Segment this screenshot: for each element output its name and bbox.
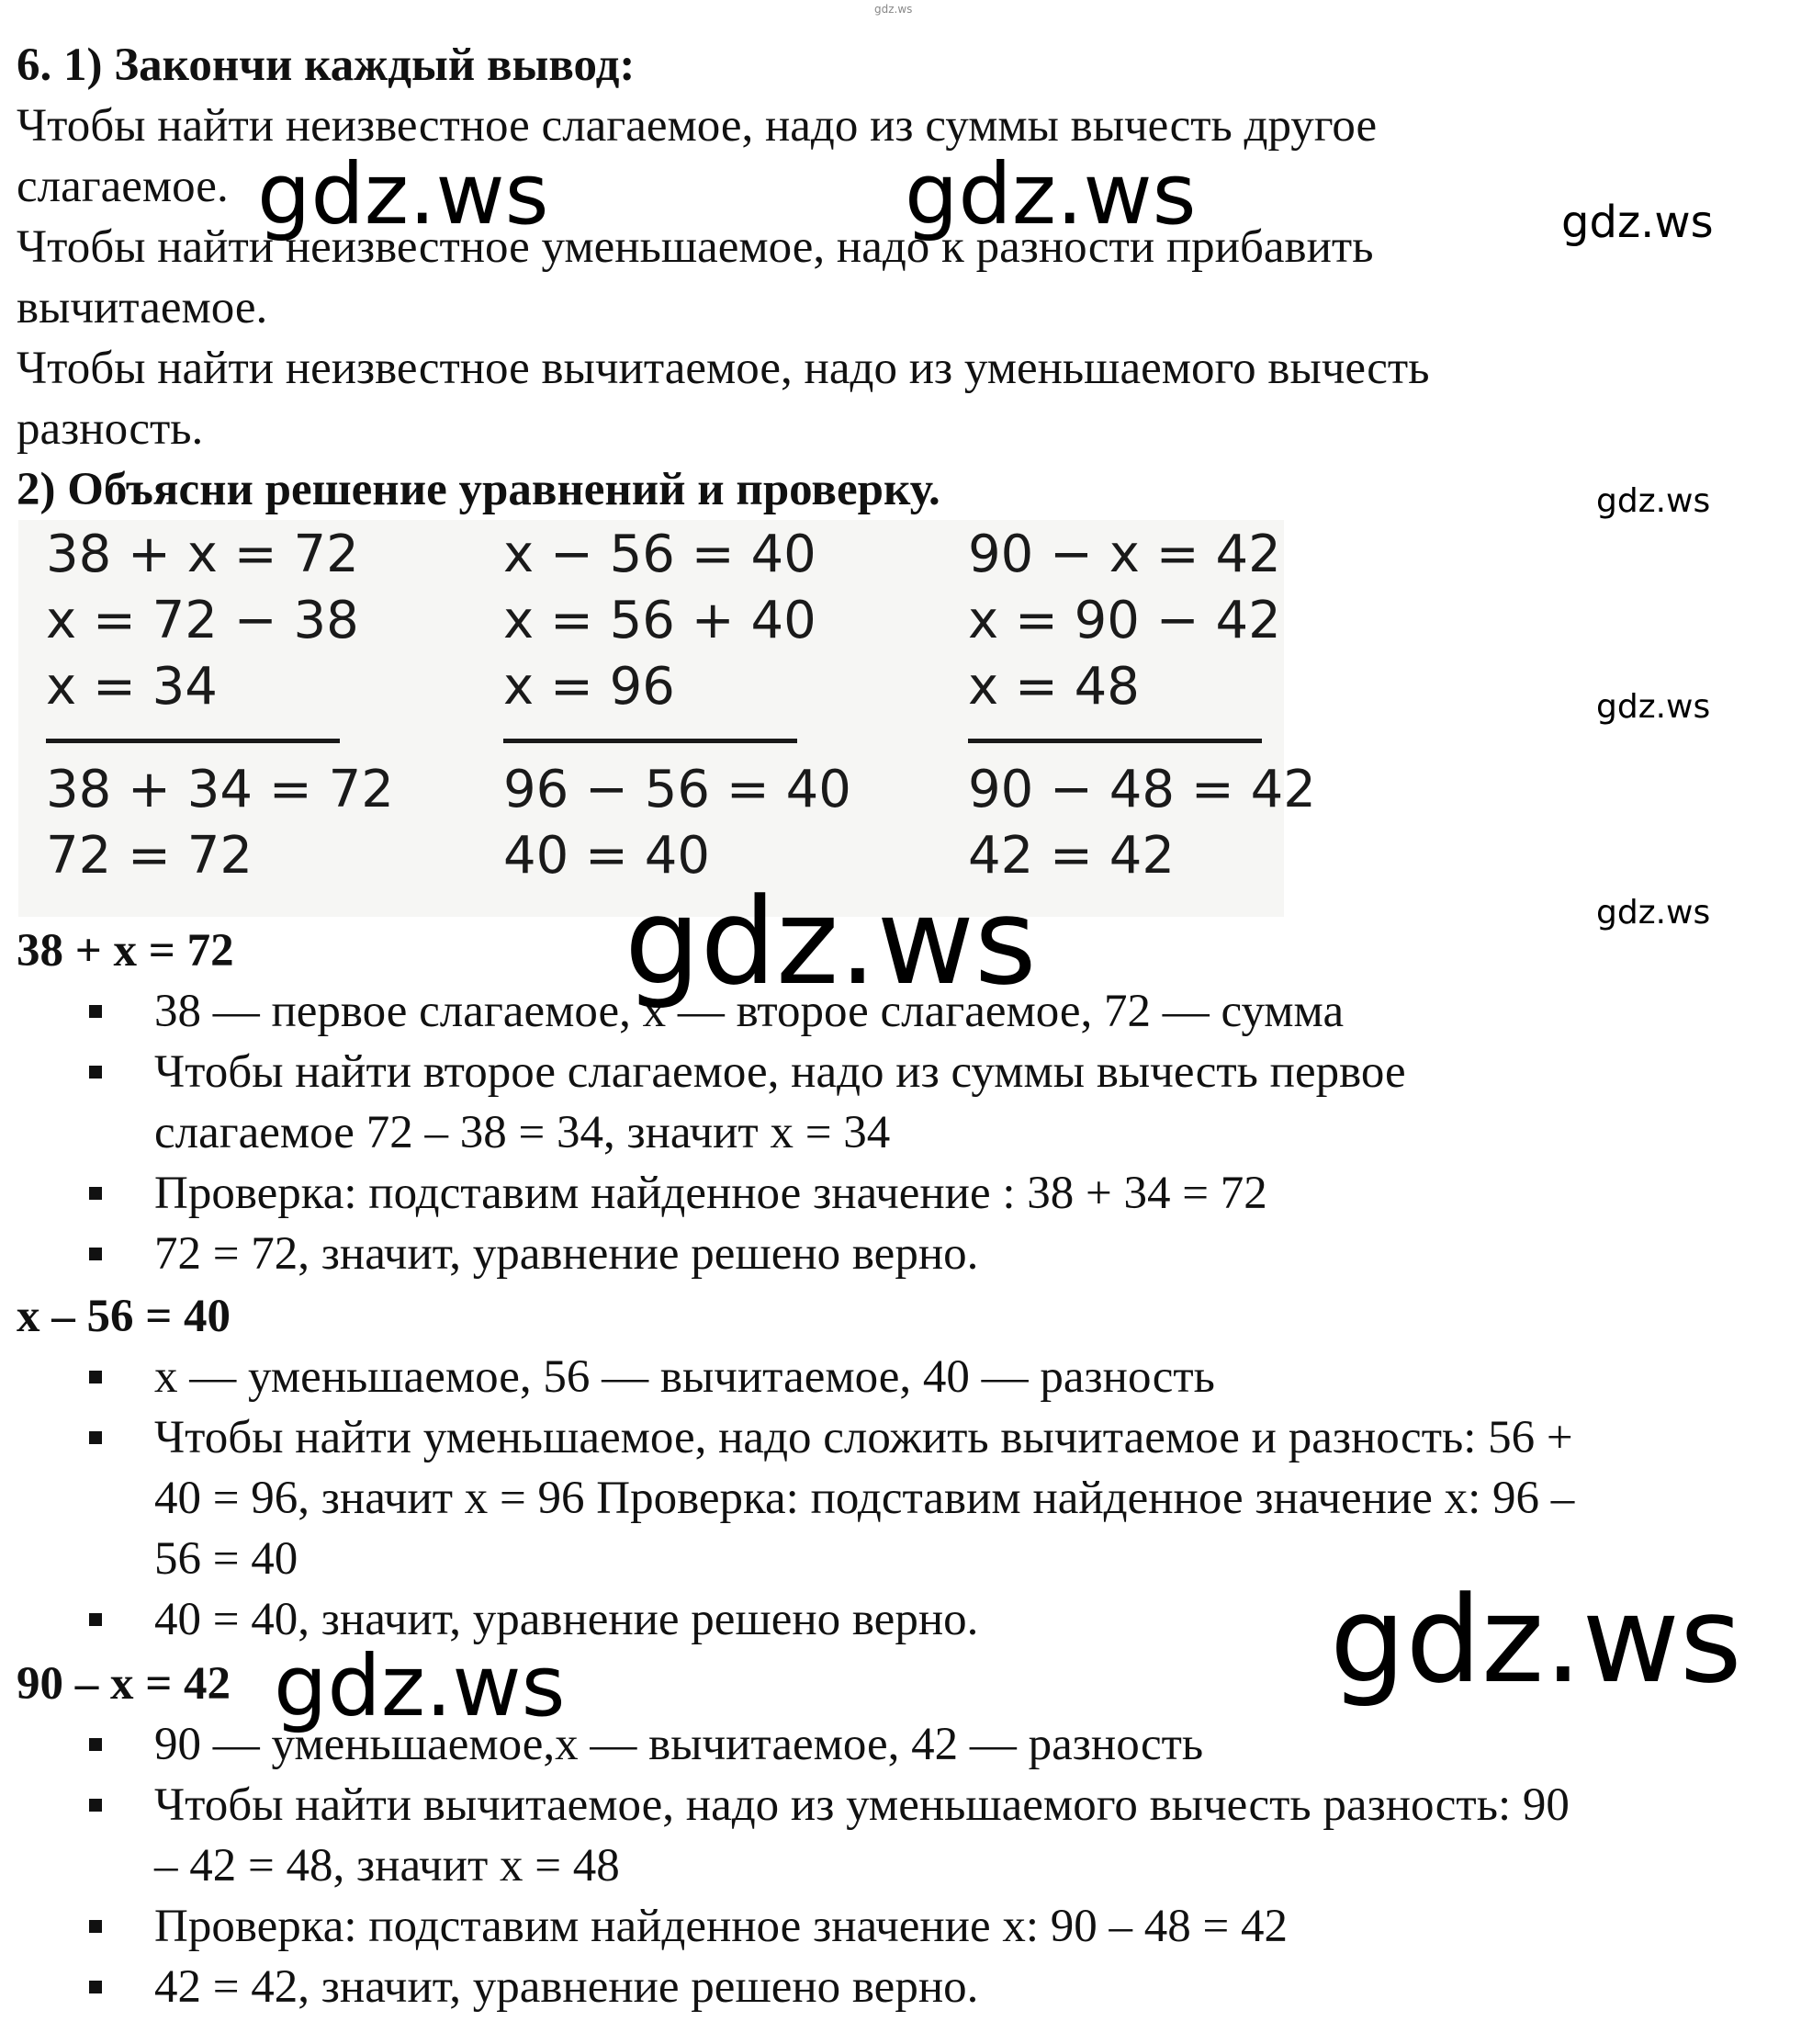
section1-line: Чтобы найти неизвестное вычитаемое, надо из уменьшаемого вычесть [17,343,1430,394]
explanation-heading: 90 – x = 42 [17,1658,231,1710]
check-line: 42 = 42 [968,826,1176,886]
section1-title: 6. 1) Закончи каждый вывод: [17,40,636,91]
list-item-continuation: 56 = 40 [154,1533,298,1585]
list-item: Чтобы найти второе слагаемое, надо из суммы вычесть первое [154,1046,1406,1098]
list-item: 72 = 72, значит, уравнение решено верно. [154,1228,979,1280]
equation-line: 38 + x = 72 [46,525,359,584]
equation-line: x = 34 [46,657,218,717]
bullet-marker [89,1066,102,1078]
bullet-marker [89,1371,102,1383]
bullet-marker [89,1187,102,1200]
watermark: gdz.ws [257,145,549,243]
watermark: gdz.ws [1330,1570,1742,1710]
bullet-marker [89,1613,102,1626]
list-item: 40 = 40, значит, уравнение решено верно. [154,1594,979,1645]
divider-rule [968,739,1262,743]
bullet-marker [89,1005,102,1018]
watermark: gdz.ws [905,145,1197,243]
list-item-continuation: – 42 = 48, значит x = 48 [154,1840,620,1892]
equation-line: x = 48 [968,657,1140,717]
watermark: gdz.ws [625,872,1037,1011]
section2-title: 2) Объясни решение уравнений и проверку. [17,464,940,515]
check-line: 40 = 40 [503,826,711,886]
list-item: 38 — первое слагаемое, x — второе слагаемое, 72 — сумма [154,986,1345,1037]
check-line: 38 + 34 = 72 [46,760,394,819]
check-line: 72 = 72 [46,826,253,886]
check-line: 90 − 48 = 42 [968,760,1316,819]
section1-line: вычитаемое. [17,282,268,333]
bullet-marker [89,1248,102,1260]
equation-line: x − 56 = 40 [503,525,816,584]
section1-line: Чтобы найти неизвестное слагаемое, надо из суммы вычесть другое [17,100,1378,152]
equation-line: 90 − x = 42 [968,525,1281,584]
list-item: 90 — уменьшаемое,x — вычитаемое, 42 — разность [154,1719,1204,1770]
list-item-continuation: 40 = 96, значит x = 96 Проверка: подставим найденное значение x: 96 – [154,1473,1575,1524]
bullet-marker [89,1920,102,1933]
divider-rule [46,739,340,743]
watermark: gdz.ws [274,1637,566,1735]
watermark: gdz.ws [1596,482,1711,520]
section1-line: разность. [17,403,204,455]
list-item-continuation: слагаемое 72 – 38 = 34, значит x = 34 [154,1107,891,1158]
list-item: Чтобы найти вычитаемое, надо из уменьшаемого вычесть разность: 90 [154,1779,1570,1831]
check-line: 96 − 56 = 40 [503,760,851,819]
watermark: gdz.ws [1596,688,1711,726]
header-watermark: gdz.ws [874,3,913,16]
section1-line: Чтобы найти неизвестное уменьшаемое, надо к разности прибавить [17,221,1374,273]
watermark: gdz.ws [1596,894,1711,932]
list-item: Проверка: подставим найденное значение x: 90 – 48 = 42 [154,1901,1289,1952]
explanation-heading: 38 + x = 72 [17,925,234,977]
watermark: gdz.ws [1561,197,1714,248]
explanation-heading: x – 56 = 40 [17,1291,231,1342]
equation-column-3 [940,520,1363,917]
equation-column-1 [18,520,441,917]
bullet-marker [89,1431,102,1444]
equations-figure [18,520,1316,917]
equation-line: x = 56 + 40 [503,591,816,650]
list-item: 42 = 42, значит, уравнение решено верно. [154,1961,979,2013]
list-item: Проверка: подставим найденное значение : 38 + 34 = 72 [154,1168,1267,1219]
equation-column-2 [476,520,898,917]
list-item: Чтобы найти уменьшаемое, надо сложить вычитаемое и разность: 56 + [154,1412,1573,1463]
section1-line: слагаемое. [17,161,229,212]
list-item: x — уменьшаемое, 56 — вычитаемое, 40 — разность [154,1351,1215,1403]
divider-rule [503,739,797,743]
bullet-marker [89,1799,102,1812]
equation-line: x = 90 − 42 [968,591,1281,650]
equation-line: x = 72 − 38 [46,591,359,650]
equation-line: x = 96 [503,657,675,717]
bullet-marker [89,1738,102,1751]
bullet-marker [89,1981,102,1993]
